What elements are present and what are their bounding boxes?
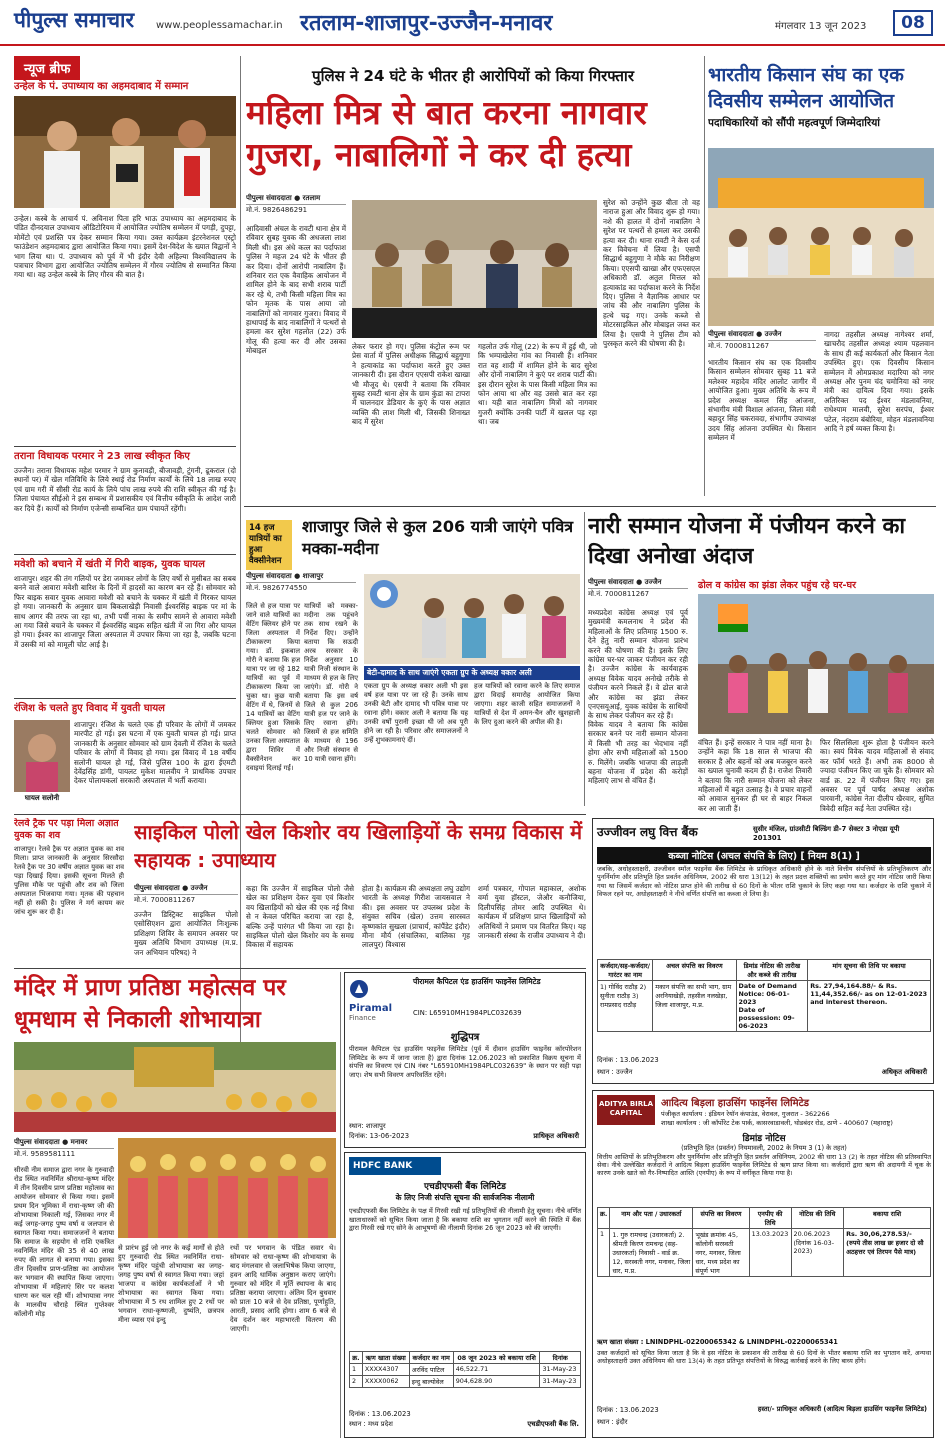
hdfc-brand: HDFC BANK: [353, 1161, 413, 1171]
nari-headline: नारी सम्मान योजना में पंजीयन करने का दिखा अनोखा अंदाज: [588, 514, 906, 569]
aditya-company: आदित्य बिड़ला हाउसिंग फाइनेंस लिमिटेड: [661, 1098, 809, 1109]
aditya-branch: शाखा कार्यालय : जी कॉर्पोरेट टेक पार्क, कासरवाडावली, घोडबंदर रोड, ठाणे - 400607 (महाराष्ट्र): [661, 1119, 893, 1127]
kisan-headline: भारतीय किसान संघ का एक दिवसीय सम्मेलन आयोजित: [708, 64, 904, 112]
aditya-footer-body: उक्त कर्जदारों को सूचित किया जाता है कि वे इस नोटिस के प्रकाशन की तारीख से 60 दिनों के भीतर बकाया राशि का भुगतान करें, अन्यथा अधोहस्ताक्षरी उक्त अधिनियम की धारा 13(4) के तहत प्रतिभूत संपत्तियों के विरुद्ध कार्रवाई करने के लिए बाध्य होंगे।: [597, 1349, 931, 1366]
lead-byline: [246, 194, 346, 215]
cycle-polo-story: [134, 818, 586, 964]
aditya-place: स्थान : इंदौर: [597, 1418, 628, 1426]
table-row: [598, 981, 931, 1032]
brief-1-title: उन्हेल के पं. उपाध्याय का अहमदाबाद में सम्मान: [14, 81, 189, 92]
hajj-col-2: यात्रियों को मक्का-मदीना तक पहुंचने तक साथ रखने के निर्देश दिए। उन्होंने बताया कि सऊदी अरब सरकार के निर्देश अनुसार 10 यात्री निजी संस्थान के माध्यम से हज के लिए जाएंगे। डॉ. गोरी ने बताया कि इस वर्ष जिले से कुल 206 यात्री हज पर जाने के लिए रवाना होंगे। जिसमें से हज समिति के माध्यम से 196 और निजी संस्थान से 10 यात्री रवाना होंगे।: [304, 602, 358, 763]
mandir-byline-text: पीपुल्स संवाददाता ● मनावर: [14, 1138, 88, 1146]
nari-subhead: ढोल व कांग्रेस का झंडा लेकर पहुंच रहे घर-घर: [698, 580, 856, 591]
ujjivan-table-header: [598, 960, 931, 981]
hdfc-date: दिनांक : 13.06.2023: [349, 1410, 411, 1418]
hdfc-th-account: ऋण खाता संख्या: [362, 1352, 409, 1364]
aditya-body: वित्तीय आस्तियों के प्रतिभूतिकरण और पुनर्निर्माण और प्रतिभूति हित प्रवर्तन अधिनियम, 2002 की धारा 13 (2) के तहत नोटिस की प्रतिस्थापित सेवा। नीचे उल्लेखित कर्जदारों ने आदित्य बिड़ला हाउसिंग फाइनेंस लिमिटेड से ऋण प्राप्त किया था। कर्जदारों द्वारा ऋण की अदायगी में चूक के कारण उनके खाते को गैर-निष्पादित आस्ति (एनपीए) के रूप में वर्गीकृत किया गया है।: [597, 1153, 931, 1178]
hdfc-row2-amount: 904,628.90: [453, 1376, 540, 1388]
lead-story: [246, 66, 700, 504]
piramal-place: स्थान: शाजापुर: [349, 1122, 386, 1130]
hajj-photo: [364, 574, 580, 664]
hajj-photo-caption: बेटी-दामाद के साथ जाएंगे एकता ग्रुप के अध्यक्ष वकार अली: [364, 666, 580, 680]
nari-byline: [588, 578, 688, 599]
piramal-date: दिनांक: 13-06-2023: [349, 1132, 410, 1140]
ujjivan-sign: अधिकृत अधिकारी: [881, 1068, 927, 1076]
ujjivan-place: स्थान : उज्जैन: [597, 1068, 633, 1076]
piramal-brand: Piramal: [349, 1003, 393, 1014]
ujjivan-th-property: अचल संपत्ति का विवरण: [653, 960, 736, 981]
aditya-cell-amount: Rs. 30,06,278.53/- (रुपये तीस लाख छः हजार दो सौ अठहत्तर एवं तिरपन पैसे मात्र): [844, 1229, 931, 1277]
injured-girl-image: [14, 720, 70, 792]
nari-photo: [698, 594, 934, 734]
hdfc-sign: एचडीएफसी बैंक लि.: [527, 1420, 579, 1428]
mandir-byline: [14, 1138, 114, 1159]
procession-image: [14, 1042, 336, 1132]
aditya-office: पंजीकृत कार्यालय : इंडियन रेयॉन कंपाउंड, वेरावल, गुजरात - 362266: [661, 1110, 830, 1118]
hajj-byline-mobile: मो.नं. 9826774550: [246, 582, 356, 593]
ujjivan-demand-date: Date of Demand Notice: 06-01-2023: [738, 982, 797, 1006]
lead-col-1: आदिवासी अंचल के रावटी थाना क्षेत्र में रविवार सुबह युवक की अधजला लाश मिली थी। इस अंधे कत्ल का पर्दाफाश पुलिस ने महज 24 घंटे के भीतर ही कर दिया। दोनों आरोपी नाबालिग हैं। शनिवार रात एक वैवाहिक आयोजन में शामिल होने के बाद सभी शराब पार्टी कर रहे थे, तभी किसी महिला मित्र का फोन मृतक के पास आया जो नाबालिगों को नागवार गुजरा। विवाद में हाथापाई के बाद नाबालिगों ने पत्थरों से हमला कर सुरेश गहलोत (22) उर्फ गोलू की हत्या कर दी और उसका मोबाइल: [246, 224, 346, 356]
mandir-story: [14, 972, 336, 1438]
brief-3-body: शाजापुर। शहर की तंग गलियों पर डेरा जमाकर लोगों के लिए वर्षों से मुसीबत का सबब बनने वाले आवारा मवेशी बारिश के दिनों में हादसों का कारण बन रहे हैं। सोमवार को फिर बाइक सवार युवक आवारा मवेशी को बचाने के चक्कर में खंती में गिरकर घायल हो गया। जानकारी के अनुसार ग्राम बिकलाखेड़ी निवासी ईश्वरसिंह बाइक पर मां के साथ आगर की तरफ जा रहा था, तभी पर्ची नाका के समीप सामने से आवारा मवेशी आ गया जिसे बचाने के चक्कर में ईश्वरसिंह बाइक सहित खंती में जा गिरा और घायल हो गया। ईश्वर का शाजापुर जिला अस्पताल में उपचार किया जा रहा है, जबकि घटना में उसकी मां को मामूली चोट आई है।: [14, 574, 236, 649]
hajj-side-tag-4: वैक्सीनेशन: [249, 556, 282, 566]
brief-4-body: शाजापुर। रंजिश के चलते एक ही परिवार के लोगों में जमकर मारपीट हो गई। इस घटना में एक युवती घायल हो गई। प्राप्त जानकारी के अनुसार सोमवार को ग्राम देवली में रंजिश के चलते परिवार के लोगों में विवाद हो गया। इस विवाद में 18 वर्षीय सलोनी घायल हो गई, जिसे पुलिस 100 के द्वारा ईएमटी देवेंद्रसिंह डांगी, पायलट मुकेश मालवीय ने प्राथमिक उपचार देकर पोलायकलां सरकारी अस्पताल में भर्ती कराया।: [74, 720, 236, 786]
piramal-logo-icon: [349, 979, 369, 999]
website[interactable]: www.peoplessamachar.in: [156, 20, 283, 31]
ujjivan-table: [597, 959, 931, 1032]
kisan-story: [708, 62, 934, 498]
hdfc-row1-amount: 46,522.71: [453, 1364, 540, 1376]
nari-story: [588, 512, 934, 812]
nari-col-4: फिर सिलसिला शुरू होता है पंजीयन करने का। स्वयं विवेक यादव महिलाओं से संवाद कर फॉर्म भरते हैं। अभी तक 8000 से ज्यादा पंजीयन किए जा चुके हैं। सोमवार को वार्ड क्र. 22 में पंजीयन किए गए। इस अवसर पर पूर्व पार्षद अध्यक्ष अशोक पारवानी, कांग्रेस नेता दीलीप खैरवार, सुमित त्रिवेदी सहित कई नेता उपस्थित रहे।: [820, 738, 934, 812]
hdfc-row2-account: XXXX0062: [362, 1376, 409, 1388]
hajj-headline: शाजापुर जिले से कुल 206 यात्री जाएंगे पवित्र मक्का-मदीना: [302, 517, 574, 558]
aditya-loan-no: ऋण खाता संख्या : LNINDPHL-02200065342 & LNINDPHL-02200065341: [597, 1338, 838, 1346]
aditya-th-no: क्र.: [598, 1208, 610, 1229]
hdfc-auction-table: [349, 1351, 581, 1388]
piramal-ad: [344, 972, 586, 1148]
piramal-notice-title: शुद्धिपत्र: [450, 1032, 480, 1043]
hdfc-row1-account: XXXX4307: [362, 1364, 409, 1376]
aditya-th-npa: एनपीए की तिथि: [749, 1208, 791, 1229]
hajj-col-1: जिले से हज यात्रा पर जाने वाले यात्रियों का वेटिंग क्लियर होने पर जिला अस्पताल में टीकाकरण किया गया। डॉ. इकबाल गोरी ने बताया कि हज यात्रा पर जा रहे 182 यात्रियों का पूर्व में टीकाकरण किया जा चुका था। कुछ यात्री वेटिंग में थे, जिनमें से 14 यात्रियों का वेटिंग क्लियर हुआ जिसके चलते सोमवार को उनका जिला अस्पताल द्वारा शिविर में वैक्सीनेशन कर दवाइयां दिलाई गईं।: [246, 602, 300, 772]
brief-2-title: तराना विधायक परमार ने 23 लाख स्वीकृत किए: [14, 451, 190, 462]
lead-col-2: लेकर फरार हो गए। पुलिस कंट्रोल रूम पर प्रेस वार्ता में पुलिस अधीक्षक सिद्धार्थ बहुगुणा ने हत्याकांड का पर्दाफाश करते हुए उक्त जानकारी दी। इस दौरान एएसपी राकेश खाखा भी मौजूद थे। एसपी ने बताया कि रविवार सुबह रावटी थाना क्षेत्र के ग्राम कुंडा का टापरा में चालनदार डेडियार के कुएं के पास अज्ञात व्यक्ति की लाश मिली थी, जिसकी शिनाख्त बाद में सुरेश: [352, 342, 470, 427]
ujjivan-cell-property: मकान संपत्ति का सभी भाग, ग्राम अरनियाखेड़ी, तहसील नलखेड़ा, जिला शाजापुर, म.प्र.: [653, 981, 736, 1032]
page-number: 08: [893, 10, 933, 36]
piramal-logo: [349, 979, 409, 1022]
farmers-meeting-image: [708, 148, 934, 326]
award-ceremony-image: [14, 96, 236, 208]
hdfc-row1-name: अरविंद पाटिल: [409, 1364, 453, 1376]
ujjivan-notice-title: कब्जा नोटिस (अचल संपत्ति के लिए) [ नियम 8(1) ]: [597, 847, 931, 864]
aditya-cell-npa: 13.03.2023: [749, 1229, 791, 1277]
hajj-side-tag: [246, 520, 292, 570]
hdfc-row2-date: 31-May-23: [540, 1376, 581, 1388]
kisan-col-1: भारतीय किसान संघ का एक दिवसीय किसान सम्मेलन सोमवार सुबह 11 बजे मलेश्वर महादेव मंदिर आलोट जागीर में आयोजित हुआ। मुख्य अतिथि के रूप में प्रदेश अध्यक्ष कमल सिंह आंजना, संभागीय मंत्री विशाल आंजना, जिला मंत्री बहादुर सिंह चकरावदा, संभागीय उपाध्यक्ष उदय सिंह आंजना उपस्थित थे। किसान सम्मेलन में: [708, 358, 816, 443]
aditya-table-header: [598, 1208, 931, 1229]
kisan-photo: [708, 148, 934, 326]
kisan-byline-text: पीपुल्स संवाददाता ● उज्जैन: [708, 330, 782, 338]
lead-byline-text: पीपुल्स संवाददाता ● रतलाम: [246, 194, 321, 202]
aditya-table: [597, 1207, 931, 1277]
brief-5-title: रेलवे ट्रैक पर पड़ा मिला अज्ञात युवक का शव: [14, 818, 119, 841]
brand-logo: [14, 6, 134, 34]
piramal-brand-sub: Finance: [349, 1014, 376, 1022]
table-row: [350, 1364, 581, 1376]
masthead: [0, 0, 945, 46]
date: मंगलवार 13 जून 2023: [775, 21, 867, 32]
ujjivan-cell-amount: Rs. 27,94,164.88/- & Rs. 11,44,352.66/- as on 12-01-2023 and interest thereon.: [808, 981, 931, 1032]
aditya-th-property: संपत्ति का विवरण: [693, 1208, 749, 1229]
mandir-photo-2: [118, 1138, 336, 1238]
ujjivan-body: जबकि, अधोहस्ताक्षरी, उज्जीवन स्मॉल फाइनेंस बैंक लिमिटेड के प्राधिकृत अधिकारी होने के नाते वित्तीय संपत्तियों के प्रतिभूतिकरण और पुनर्निर्माण और प्रतिभूति हित प्रवर्तन अधिनियम, 2002 की धारा 13(12) के तहत प्रदत्त शक्तियों का प्रयोग करते हुए मांग नोटिस जारी किया गया था जिसमें कर्जदार को नोटिस प्राप्त होने की तारीख से 60 दिनों के भीतर राशि चुकाने के लिए कहा गया था। कर्जदार के राशि चुकाने में विफल रहने पर, अधोहस्ताक्षरी ने नीचे वर्णित संपत्ति का कब्जा ले लिया है।: [597, 865, 931, 899]
mandir-byline-mobile: मो.नं. 9589581111: [14, 1148, 114, 1159]
news-brief-label: न्यूज ब्रीफ: [14, 56, 80, 80]
aditya-cell-notice: 20.06.2023 (दिनांक 16-03-2023): [791, 1229, 844, 1277]
cycle-polo-byline: [134, 884, 238, 905]
hajj-side-tag-2: यात्रियों का: [249, 534, 282, 544]
women-kalash-image: [118, 1138, 336, 1238]
ujjivan-cell-dates: [736, 981, 808, 1032]
lead-col-3: गहलोत उर्फ गोलू (22) के रूप में हुई थी, जो कि भम्पाखेलेरा गांव का निवासी है। शनिवार रात वह शादी में शामिल होने के बाद सुरेश और दोनों नाबालिग ने कुएं पर शराब पार्टी की। इस दौरान सुरेश के पास किसी महिला मित्र का फोन आया था और वह उससे बात कर रहा था। यही बात नाबालिग मित्रों को नागवार गुजरी क्योंकि उनकी पार्टी में खलल पड़ रहा था। जब: [478, 342, 597, 427]
ujjivan-date: दिनांक : 13.06.2023: [597, 1056, 659, 1064]
hajj-sub-1: एकता ग्रुप के अध्यक्ष वकार अली भी इस वर्ष हज यात्रा पर जा रहे हैं। उनके साथ उनकी बेटी और दामाद भी पवित्र यात्रा पर रवाना होंगे। वकार अली ने बताया कि यह उनकी वर्षों पुरानी इच्छा थी जो अब पूरी होने जा रही है। परिवार और समाजजनों ने उन्हें शुभकामनाएं दीं।: [364, 682, 468, 744]
brief-4-title: रंजिश के चलते हुए विवाद में युवती घायल: [14, 703, 165, 714]
mandir-headline: मंदिर में प्राण प्रतिष्ठा महोत्सव पर धूमधाम से निकाली शोभायात्रा: [14, 975, 286, 1033]
table-row: [350, 1376, 581, 1388]
hajj-sub-2: हज यात्रियों को रवाना करने के लिए समाज द्वारा विदाई समारोह आयोजित किया जाएगा। शहर काजी सहित समाजजनों ने यात्रियों से देश में अमन-चैन और खुशहाली के लिए दुआ करने की अपील की है।: [474, 682, 580, 726]
police-press-conference-image: [352, 200, 597, 338]
aditya-logo: [597, 1095, 655, 1125]
brief-5-body: शाजापुर। रेलवे ट्रैक पर अज्ञात युवक का शव मिला। प्राप्त जानकारी के अनुसार सिरसौदा रेलवे ट्रैक पर 30 वर्षीय अज्ञात युवक का शव पड़ा दिखाई दिया। इसकी सूचना मिलते ही पुलिस मौके पर पहुंची और शव को जिला अस्पताल भिजवाया गया। मृतक की पहचान नहीं हो सकी है। पुलिस ने मर्ग कायम कर जांच शुरू कर दी है।: [14, 845, 124, 916]
piramal-company: पीरामल कैपिटल एंड हाउसिंग फाइनेंस लिमिटेड: [413, 977, 541, 986]
nari-byline-text: पीपुल्स संवाददाता ● उज्जैन: [588, 578, 662, 586]
mandir-col-2: से प्रारंभ हुई जो नगर के कई मार्गों से होते हुए गुरुवादी रोड स्थित नवनिर्मित राधा-कृष्ण मंदिर पहुंची शोभायात्रा का जगह-जगह पुष्प वर्षा से स्वागत किया गया। जहां भाजपा व कांग्रेस कार्यकर्ताओं ने भी शोभायात्रा का स्वागत किया गया। शोभायात्रा में 5 रथ शामिल हुए 2 रथों पर भगवान राधा-कृष्णजी, दुष्यंति, छत्रपत्र मीना व्यास एवं इन्दु: [118, 1244, 224, 1324]
table-row: [598, 1229, 931, 1277]
hajj-byline: [246, 572, 356, 593]
ujjivan-cell-name: 1) गोविंद राठौड़ 2) सुनीता राठौड़ 3) रामप्रसाद राठौड़: [598, 981, 653, 1032]
hdfc-th-date: दिनांक: [540, 1352, 581, 1364]
nari-byline-mobile: मो.नं. 7000811267: [588, 588, 688, 599]
ujjivan-possession-date: Date of possession: 09-06-2023: [738, 1006, 795, 1030]
brief-1-body: उन्हेल। कस्बे के आचार्य पं. अविनाश पिता हरि भाऊ उपाध्याय का अहमदाबाद के पंडित दीनदयाल उपाध्याय ऑडिटोरियम में आयोजित ज्योतिष सम्मेलन में पगड़ी, दुपट्टा, मोमेंटो एवं प्रशस्ति पत्र देकर सम्मान किया गया। उक्त कार्यक्रम इंटरनेशनल एस्ट्रो फाउंडेशन अहमदाबाद द्वारा आयोजित किया गया। इसमें देश-विदेश के ख्यात विद्वानों ने भाग लिया था। पं. उपाध्याय को पूर्व में भी इंदौर देवी अहिल्या विश्वविद्यालय के पत्राचार विभाग द्वारा आयोजित ज्योतिष सम्मेलन में गौरव ज्योतिष से सम्मानित किया गया था। वह उन्हेल कस्बे के लिए गौरव की बात है।: [14, 214, 236, 280]
aditya-birla-ad: [592, 1090, 934, 1438]
cycle-polo-col-1: उज्जैन डिस्ट्रिक्ट साइकिल पोलो एसोसिएशन द्वारा आयोजित निःशुल्क प्रशिक्षण शिविर के समापन अवसर पर मुख्य अतिथि विभाग उपाध्यक्ष (म.प्र. जन अभियान परिषद) ने: [134, 910, 238, 957]
piramal-cin: CIN: L65910MH1984PLC032639: [413, 1009, 522, 1017]
edition-line: रतलाम-शाजापुर-उज्जैन-मनावर: [300, 11, 553, 36]
hdfc-row2-name: इन्दु बाल्योवेल: [409, 1376, 453, 1388]
ujjivan-office: सुसीर मंजिल, ग्रांउसीटी बिल्डिंग डी-7 सेक्टर 3 नोएडा यूपी 201301: [753, 825, 900, 842]
kisan-byline-mobile: मो.नं. 7000811267: [708, 340, 816, 351]
hdfc-ad: [344, 1152, 586, 1438]
brief-4-photo-caption: घायल सलोनी: [24, 794, 60, 802]
aditya-th-name: नाम और पता / उधारकर्ता: [610, 1208, 693, 1229]
hdfc-header: एचडीएफसी बैंक लिमिटेड: [424, 1182, 506, 1192]
aditya-sign: हस्ता/- प्राधिकृत अधिकारी (आदित्य बिड़ला हाउसिंग फाइनेंस लिमिटेड): [757, 1405, 927, 1413]
hajj-side-tag-1: 14 हज: [249, 523, 275, 533]
ujjivan-brand: उज्जीवन लघु वित्त बैंक: [597, 825, 698, 839]
piramal-sign: प्राधिकृत अधिकारी: [533, 1132, 579, 1140]
ujjivan-ad: [592, 818, 934, 1084]
aditya-table-wrap: [597, 1207, 931, 1277]
aditya-cell-no: 1: [598, 1229, 610, 1277]
cycle-polo-headline: साइकिल पोलो खेल किशोर वय खिलाड़ियों के समग्र विकास में सहायक : उपाध्याय: [134, 820, 583, 872]
hdfc-logo: [349, 1157, 441, 1175]
lead-byline-mobile: मो.नं. 9826486291: [246, 204, 346, 215]
nari-col-2: विवेक यादव ने बताया कि कांग्रेस सरकार बनने पर नारी सम्मान योजना में किसी भी तरह का भेदभाव नहीं होगा और सभी महिलाओं को 1500 रु. मिलेंगे। जबकि भाजपा की लाड़ली बहना योजना में प्रदेश की करोड़ों महिलाएं लाभ से वंचित हैं।: [588, 720, 688, 786]
hdfc-subheader: के लिए निजी संपत्ति सूचना की सार्वजनिक नीलामी: [395, 1193, 535, 1202]
vaccination-camp-image: [364, 574, 580, 664]
hdfc-th-no: क्र.: [350, 1352, 363, 1364]
ujjivan-th-name: कर्जदार/सह-कर्जदार/गारंटर का नाम: [598, 960, 653, 981]
brief-1-photo: [14, 96, 236, 208]
brief-4-photo: [14, 720, 70, 792]
hdfc-th-amount: 08 जून 2023 को बकाया राशि: [453, 1352, 540, 1364]
cycle-polo-col-2: कहा कि उज्जैन में साइकिल पोलो जैसे खेल का प्रशिक्षण देकर युवा एवं किशोर वय खिलाड़ियों को खेल की एक नई विधा से न केवल परिचित कराया जा रहा है, बल्कि उन्हें पारंगत भी किया जा रहा है। साइकिल पोलो खेल किशोर वय के समग्र विकास में सहायक: [246, 884, 354, 950]
mandir-col-3: रथों पर भगवान के पंडित सवार थे। सोमवार को राधा-कृष्ण की शोभायात्रा के बाद मंगलवार से जलाभिषेक किया जाएगा, हवन आदि धार्मिक अनुष्ठान कराए जाएंगे। गुरुवार को मंदिर में मूर्ति स्थापना के बाद प्रतिष्ठा कराया जाएगा। अंतिम दिन बुधवार को प्रातः 10 बजे से देव प्रतिष्ठा, पूर्णाहुति, आरती, प्रसाद आदि होगा। शाम 6 बजे से देव दर्शन कर महाभारती वितरण की जाएगी।: [230, 1244, 336, 1333]
cycle-polo-byline-text: पीपुल्स संवाददाता ● उज्जैन: [134, 884, 208, 892]
mandir-col-1: सीरवी नीम समाज द्वारा नगर के गुरुवादी रोड स्थित नवनिर्मित श्रीराधा-कृष्ण मंदिर में तीन दिवसीय प्राण प्रतिष्ठा महोत्सव का आयोजन सोमवार से किया गया। इसमें प्रथम दिन भूमिका में राधा-कृष्ण जी की शोभायात्रा निकाली गई, जिसका नगर में कई जगह-जगह पुष्प वर्षा व जलपान से स्वागत किया गया। समाजजनों ने बताया कि समाज के सहयोग से राशि एकत्रित नवनिर्मित मंदिर की 35 से 40 लाख रुपए की लागत से बनाया गया। इसका तीन दिवसीय प्राण-प्रतिष्ठा का आयोजन कर भगवान की स्थापित किया जाएगा। शोभायात्रा में महिलाएं सिर पर कलश धारण कर चल रही थीं। शोभायात्रा नगर के मालवीय चौराहे स्थित गुप्तेश्वर कॉलोनी मोड़: [14, 1166, 114, 1318]
congress-campaign-image: [698, 594, 934, 734]
aditya-cell-property: भूखंड क्रमांक 45, कॉलोनी सरस्वती नगर, मनावर, जिला धार, मध्य प्रदेश का संपूर्ण भाग: [693, 1229, 749, 1277]
hdfc-row1-no: 1: [350, 1364, 363, 1376]
aditya-notice-title: डिमांड नोटिस: [742, 1134, 786, 1144]
aditya-date: दिनांक : 13.06.2023: [597, 1406, 659, 1414]
hdfc-table: [349, 1351, 581, 1388]
aditya-sub-title: (प्रतिभूति हित (प्रवर्तन) नियमावली, 2002 के नियम 3 (1) के तहत): [681, 1144, 847, 1152]
cycle-polo-col-3: होता है। कार्यक्रम की अध्यक्षता लघु उद्योग भारती के अध्यक्ष गिरीश जायसवाल ने की। इस अवसर पर उपलब्ध प्रदेश के संयुक्त सचिव (खेल) उत्तम सारस्वत कृष्णकांत सुखला (प्राचार्य, कांपैंडेट इंदौर) मीना मौर्य (संचालिका, बालिका गृह लालपुर) विश्वास: [362, 884, 470, 950]
kisan-byline: [708, 330, 816, 351]
nari-col-1: मध्यप्रदेश कांग्रेस अध्यक्ष एवं पूर्व मुख्यमंत्री कमलनाथ ने प्रदेश की महिलाओं के लिए प्रतिमाह 1500 रु. देने हेतु नारी सम्मान योजना प्रारंभ करने की घोषणा की है। इसके लिए कांग्रेस घर-घर जाकर पंजीयन कर रही है। उज्जैन कांग्रेस के कार्यवाहक अध्यक्ष विवेक यादव अनोखे तरीके से पंजीयन करने निकले हैं। वे ढोल बाजे और कांग्रेस का झंडा लेकर एनएसयूआई, युवक कांग्रेस के साथियों के साथ लेकर पंजीयन कर रहे हैं।: [588, 608, 688, 721]
piramal-body: पीरामल कैपिटल एंड हाउसिंग फाइनेंस लिमिटेड (पूर्व में दीवान हाउसिंग फाइनेंस कॉरपोरेशन लिमिटेड के रूप में जाना जाता है) द्वारा दिनांक 12.06.2023 को प्रकाशित विक्रय सूचना में संपत्ति का विवरण एवं CIN नंबर "L65910MH1984PLC032639" के स्थान पर सही पढ़ा जाए। शेष सभी विवरण अपरिवर्तित रहेंगे।: [349, 1045, 581, 1079]
nari-col-3: वंचित हैं। इन्हें सरकार ने पात्र नहीं माना है। उन्होंने कहा कि 18 साल से भाजपा की सरकार है और बहनों को अब मजबूरन करने का ख्याल चुनावी कदम ही है। राजेश तिवारी ने बताया कि नारी सम्मान योजना को लेकर महिलाओं में बहुत उत्साह है। वे प्रचार वाहनों को आवाज सुनकर ही घर से बाहर निकल कर आ जाती हैं।: [698, 738, 812, 812]
lead-col-4: सुरेश को उन्होंने कुछ बीता तो वह नाराज हुआ और विवाद शुरू हो गया। नशे की हालत में दोनों नाबालिग ने सुरेश पर पत्थरों से हमला कर उसकी हत्या कर दी। थाना रावटी ने केस दर्ज कर विवेचना में लिया है। एसपी सिद्धार्थ बहुगुणा ने मौके का निरीक्षण किया। एएसपी खाखा और एफएसएल अधिकारी डॉ. अतुल मित्तल को हत्याकांड का पर्दाफाश करने के निर्देश दिए। पुलिस ने वैज्ञानिक आधार पर जांच की और नाबालिग पुलिस के हत्थे चढ़ गए। उनके कब्जे से मोटरसाइकिल और मोबाइल जब्त कर लिया है। एसपी ने पुलिस टीम को पुरस्कृत करने की घोषणा की है।: [603, 198, 700, 349]
hajj-story: [246, 512, 580, 802]
hdfc-table-header: [350, 1352, 581, 1364]
ujjivan-th-dates: डिमांड नोटिस की तारीख और कब्जे की तारीख: [736, 960, 808, 981]
aditya-brand-2: CAPITAL: [609, 1109, 643, 1117]
mandir-photo: [14, 1042, 336, 1132]
aditya-brand-1: ADITYA BIRLA: [598, 1100, 654, 1108]
brief-3-title: मवेशी को बचाने में खंती में गिरी बाइक, युवक घायल: [14, 559, 205, 570]
aditya-th-notice: नोटिस की तिथि: [791, 1208, 844, 1229]
ujjivan-th-amount: मांग सूचना की तिथि पर बकाया: [808, 960, 931, 981]
hdfc-row1-date: 31-May-23: [540, 1364, 581, 1376]
brief-2-body: उज्जैन। तराना विधायक महेश परमार ने ग्राम कुनावड़ी, बीजावड़ी, टुंगनी, ढूकराल (दो स्थानों पर) में खेल गतिविधि के लिये स्थाई रोड निर्माण कार्यों के लिये 18 लाख रुपए एवं ग्राम गरी में सीसी रोड कार्य के लिये पांच लाख रुपये की राशि स्वीकृत की गई है। जिला पंचायत सीईओ ने इस सम्बन्ध में प्रशासकीय एवं वित्तीय स्वीकृति के आदेश जारी कर दिये हैं। कार्यों को निर्माण एजेन्सी सम्बन्धित ग्राम पंचायतें रहेंगी।: [14, 466, 236, 513]
brand-name: पीपुल्स समाचार: [14, 8, 135, 32]
cycle-polo-col-4: शर्मा पत्रकार, गोपाल महाकाल, अशोक वर्मा युवा हॉस्टल, जेऔर कनौजिया, दिलीपसिंह तोमर आदि उपस्थित थे। कार्यक्रम में प्रशिक्षण प्राप्त खिलाड़ियों को अतिथियों ने प्रमाण पत्र वितरित किए। यह जानकारी संस्था के राजीव उपाध्याय ने दी।: [478, 884, 586, 941]
hdfc-body: एचडीएफसी बैंक लिमिटेड के पक्ष में गिरवी रखी गई प्रतिभूतियों की नीलामी हेतु सूचना। नीचे वर्णित खाताधारकों को सूचित किया जाता है कि बकाया राशि का भुगतान नहीं करने की स्थिति में बैंक द्वारा गिरवी रखे गए सोने के आभूषणों की नीलामी दिनांक 26 जून 2023 को की जाएगी।: [349, 1207, 581, 1233]
lead-headline: महिला मित्र से बात करना नागवार गुजरा, नाबालिगों ने कर दी हत्या: [246, 93, 647, 174]
lead-photo: [352, 200, 597, 338]
cycle-polo-byline-mobile: मो.नं. 7000811267: [134, 894, 238, 905]
hdfc-th-name: कर्जदार का नाम: [409, 1352, 453, 1364]
aditya-cell-name: 1. गुरु रामचन्द्र (उधारकर्ता) 2. श्रीमती किरण रामचन्द्र (सह-उधारकर्ता) निवासी - वार्ड क्र. 12, सरस्वती नगर, मनावर, जिला धार, म.प्र.: [610, 1229, 693, 1277]
kisan-subhead: पदाधिकारियों को सौंपी महत्वपूर्ण जिम्मेदारियां: [708, 117, 881, 129]
lead-kicker: पुलिस ने 24 घंटे के भीतर ही आरोपियों को किया गिरफ्तार: [312, 67, 634, 85]
hajj-byline-text: पीपुल्स संवाददाता ● शाजापुर: [246, 572, 324, 580]
hdfc-place: स्थान : मध्य प्रदेश: [349, 1420, 393, 1428]
kisan-col-2: नागदा तहसील अध्यक्ष नागेश्वर शर्मा, खाचरौद तहसील अध्यक्ष श्याम पहलवान के साथ ही कई कार्यकर्ता और किसान नेता उपस्थित हुए। एक दिवसीय किसान सम्मेलन में ओमप्रकाश मदारिया को नगर अध्यक्ष और पुनम चंद चमोनिया को नगर मंत्री का दायित्व दिया गया। इसके अतिरिक्त पद ईश्वर मंडलावनिया, राधेश्याम मालवी, सुरेश सरपंच, ईश्वर पटेल, नंदराम बंबोरिया, मोहन मंडलावनिया आदि ने हर्ष व्यक्त किया है।: [824, 330, 934, 434]
hdfc-row2-no: 2: [350, 1376, 363, 1388]
aditya-th-amount: बकाया राशि: [844, 1208, 931, 1229]
ujjivan-table-wrap: [597, 959, 931, 1032]
hajj-side-tag-3: हुआ: [249, 545, 263, 555]
